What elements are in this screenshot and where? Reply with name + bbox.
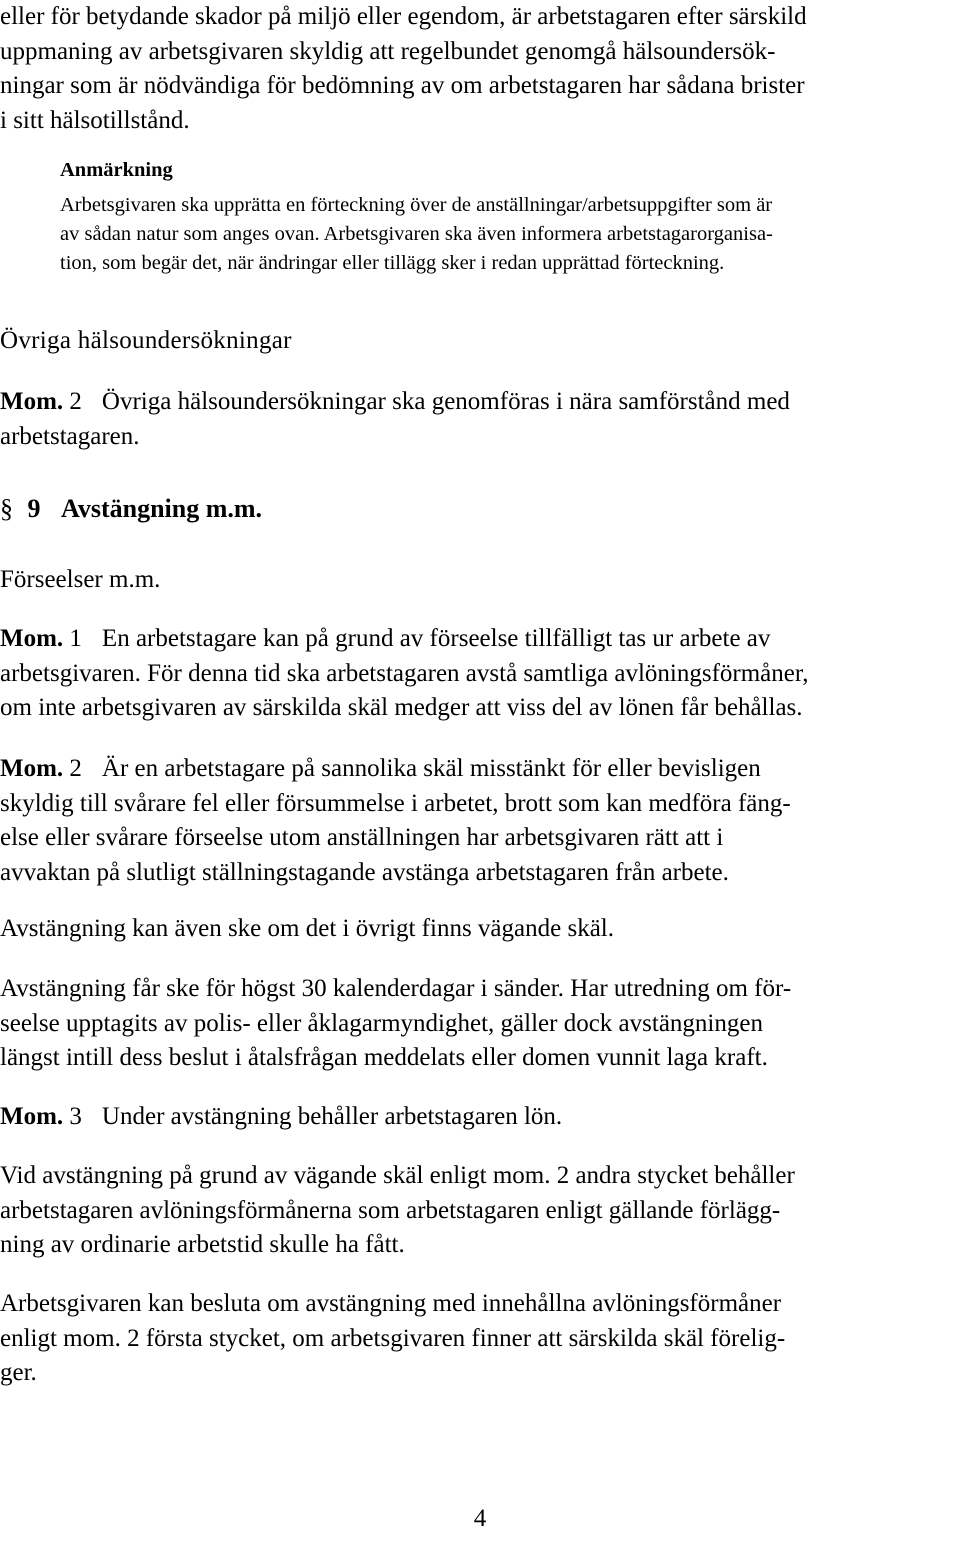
text-line: arbetstagaren avlöningsförmånerna som arbetstagaren enligt gällande förlägg- bbox=[0, 1196, 781, 1224]
text-line: arbetsgivaren. För denna tid ska arbetstagaren avstå samtliga avlöningsförmåner, bbox=[0, 659, 809, 687]
section-title: Avstängning m.m. bbox=[61, 494, 263, 523]
text-line: i sitt hälsotillstånd. bbox=[0, 106, 190, 134]
mom-number: 2 bbox=[69, 755, 82, 782]
text-line: ning av ordinarie arbetstid skulle ha fått. bbox=[0, 1231, 405, 1258]
forseelser-heading: Förseelser m.m. bbox=[0, 566, 161, 593]
mom-number: 1 bbox=[69, 625, 82, 652]
note-block bbox=[60, 156, 773, 278]
text-line: ningar som är nödvändiga för bedömning av om arbetstagaren har sådana brister bbox=[0, 72, 805, 99]
note-heading: Anmärkning bbox=[60, 159, 173, 181]
mom-number: 3 bbox=[69, 1103, 82, 1130]
text-line: uppmaning av arbetsgivaren skyldig att regelbundet genomgå hälsoundersök- bbox=[0, 37, 776, 65]
text-line: eller för betydande skador på miljö eller egendom, är arbetstagaren efter särskild bbox=[0, 3, 807, 30]
text-line: En arbetstagare kan på grund av förseelse tillfälligt tas ur arbete av bbox=[101, 625, 771, 652]
mom-label: Mom. bbox=[0, 1103, 64, 1130]
text-line: ger. bbox=[0, 1359, 37, 1386]
paragraph-30-dagar bbox=[0, 972, 791, 1076]
text-line: längst intill dess beslut i åtalsfrågan meddelats eller domen vunnit laga kraft. bbox=[0, 1044, 768, 1071]
mom-label: Mom. bbox=[0, 388, 64, 415]
text-line: seelse upptagits av polis- eller åklagarmyndighet, gäller dock avstängningen bbox=[0, 1009, 763, 1037]
section-symbol: § bbox=[0, 494, 13, 523]
ovriga-mom2 bbox=[0, 385, 790, 454]
text-line: Arbetsgivaren ska upprätta en förteckning över de anställningar/arbetsuppgifter som är bbox=[60, 194, 773, 216]
text-line: Är en arbetstagare på sannolika skäl misstänkt för eller bevisligen bbox=[101, 755, 761, 782]
forseelser-mom2 bbox=[0, 752, 791, 890]
mom-label: Mom. bbox=[0, 625, 64, 652]
text-line: enligt mom. 2 första stycket, om arbetsgivaren finner att särskilda skäl förelig- bbox=[0, 1324, 786, 1352]
mom-label: Mom. bbox=[0, 755, 64, 782]
text-line: om inte arbetsgivaren av särskilda skäl medger att viss del av lönen får behållas. bbox=[0, 694, 803, 721]
forseelser-mom1 bbox=[0, 622, 808, 726]
intro-paragraph bbox=[0, 0, 807, 138]
paragraph-vid bbox=[0, 1159, 795, 1263]
text-line: tion, som begär det, när ändringar eller tillägg sker i redan upprättad förteckning. bbox=[60, 252, 725, 274]
paragraph-vagande: Avstängning kan även ske om det i övrigt finns vägande skäl. bbox=[0, 915, 614, 942]
text-line: Övriga hälsoundersökningar ska genomföras i nära samförstånd med bbox=[101, 388, 790, 415]
text-line: avvaktan på slutligt ställningstagande avstänga arbetstagaren från arbete. bbox=[0, 858, 729, 886]
section-heading bbox=[0, 492, 262, 526]
text-line: arbetstagaren. bbox=[0, 422, 140, 450]
text-line: Arbetsgivaren kan besluta om avstängning med innehållna avlöningsförmåner bbox=[0, 1290, 782, 1317]
mom-number: 2 bbox=[69, 388, 82, 415]
text-line: av sådan natur som anges ovan. Arbetsgivaren ska även informera arbetstagarorganisa- bbox=[60, 223, 773, 245]
section-number: 9 bbox=[27, 494, 41, 523]
paragraph-innehallna bbox=[0, 1287, 785, 1391]
text-line: Under avstängning behåller arbetstagaren lön. bbox=[101, 1103, 563, 1130]
ovriga-heading: Övriga hälsoundersökningar bbox=[0, 327, 292, 354]
text-line: Avstängning får ske för högst 30 kalenderdagar i sänder. Har utredning om för- bbox=[0, 975, 792, 1002]
page-number: 4 bbox=[473, 1505, 487, 1532]
text-line: skyldig till svårare fel eller försummelse i arbetet, brott som kan medföra fäng- bbox=[0, 789, 791, 817]
text-line: else eller svårare förseelse utom anställningen har arbetsgivaren rätt att i bbox=[0, 824, 724, 851]
text-line: Vid avstängning på grund av vägande skäl enligt mom. 2 andra stycket behåller bbox=[0, 1162, 795, 1189]
forseelser-mom3 bbox=[0, 1100, 562, 1135]
